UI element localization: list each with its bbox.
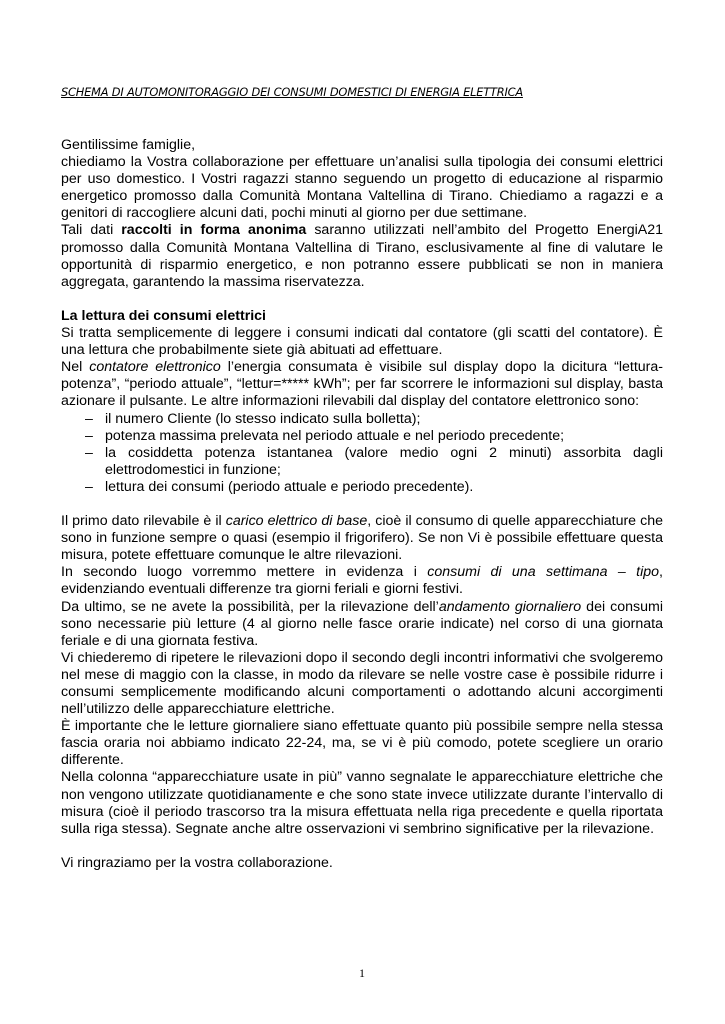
detail-paragraph-6: Nella colonna “apparecchiature usate in più” vanno segnalate le apparecchiature elettriche che non vengono utilizzate quotidianamente e che sono state invece utilizzate durante l’intervallo di misura (cioè il periodo trascorso tra la misura effettuata nella riga precedente e quella riportata sulla riga stessa). Segnate anche altre osservazioni vi sembrino significative per la rilevazione. — [61, 769, 663, 837]
detail-p1-text-a: Il primo dato rilevabile è il — [61, 513, 226, 530]
detail-paragraph-1 — [61, 513, 663, 564]
spacer — [61, 291, 663, 308]
detail-p2-text-a: In secondo luogo vorremmo mettere in evidenza i — [61, 564, 428, 581]
detail-paragraph-2 — [61, 564, 663, 598]
intro-paragraph-1: chiediamo la Vostra collaborazione per effettuare un’analisi sulla tipologia dei consumi elettrici per uso domestico. I Vostri ragazzi stanno seguendo un progetto di educazione al risparmio energetico promosso dalla Comunità Montana Valtellina di Tirano. Chiediamo a ragazzi e a genitori di raccogliere alcuni dati, pochi minuti al giorno per due settimane. — [61, 154, 663, 222]
list-item: – la cosiddetta potenza istantanea (valore medio ogni 2 minuti) assorbita dagli elettrodomestici in funzione; — [87, 445, 663, 479]
intro-p2-text-b: saranno utilizzati nell’ambito del Progetto EnergiA21 promosso dalla Comunità Montana Valtellina di Tirano, esclusivamente al fine di valutare le opportunità di risparmio energetico, e non potranno essere pubblicati se non in maniera aggregata, garantendo la massima riservatezza. — [61, 222, 663, 290]
detail-paragraph-3 — [61, 599, 663, 650]
section-p2-text-b: l’energia consumata è visibile sul display dopo la dicitura “lettura-potenza”, “periodo attuale”, “lettur=***** kWh”; per far scorrere le informazioni sul display, basta azionare il pulsante. Le altre informazioni rilevabili dal display del contatore elettronico sono: — [61, 359, 664, 410]
detail-p2-italic: consumi di una settimana – tipo — [427, 564, 660, 581]
section-p2-text-a: Nel — [61, 359, 90, 376]
closing-line: Vi ringraziamo per la vostra collaborazione. — [61, 854, 333, 871]
intro-p2-text-a: Tali dati — [61, 222, 122, 239]
detail-p1-text-b: , cioè il consumo di quelle apparecchiature che sono in funzione sempre o quasi (esempio il frigorifero). Se non Vi è possibile effettuare questa misura, potete effettuare comunque le altre rilevazioni. — [61, 513, 664, 564]
section-heading: La lettura dei consumi elettrici — [61, 307, 266, 324]
document-title: SCHEMA DI AUTOMONITORAGGIO DEI CONSUMI DOMESTICI DI ENERGIA ELETTRICA — [61, 85, 523, 99]
list-item: – lettura dei consumi (periodo attuale e periodo precedente). — [87, 479, 663, 496]
detail-p3-text-b: dei consumi sono necessarie più letture (4 al giorno nelle fasce orarie indicate) nel corso di una giornata feriale e di una giornata festiva. — [61, 598, 663, 649]
list-item: – il numero Cliente (lo stesso indicato sulla bolletta); — [87, 411, 663, 428]
section-paragraph-2 — [61, 359, 663, 410]
detail-paragraph-5: È importante che le letture giornaliere siano effettuate quanto più possibile sempre nella stessa fascia oraria noi abbiamo indicato 22-24, ma, se vi è più comodo, potete scegliere un orario differente. — [61, 718, 663, 769]
detail-p2-text-b: , evidenziando eventuali differenze tra giorni feriali e giorni festivi. — [61, 564, 663, 598]
detail-p3-italic: andamento giornaliero — [438, 598, 582, 615]
page-number: 1 — [359, 966, 365, 980]
greeting: Gentilissime famiglie, — [61, 137, 196, 153]
spacer — [61, 838, 663, 855]
section-p2-italic: contatore elettronico — [89, 359, 221, 376]
intro-p2-bold: raccolti in forma anonima — [121, 222, 307, 239]
spacer — [61, 496, 663, 513]
section-paragraph-1: Si tratta semplicemente di leggere i consumi indicati dal contatore (gli scatti del contatore). È una lettura che probabilmente siete già abituati ad effettuare. — [61, 325, 663, 359]
detail-paragraph-4: Vi chiederemo di ripetere le rilevazioni dopo il secondo degli incontri informativi che svolgeremo nel mese di maggio con la classe, in modo da rilevare se nelle vostre case è possibile ridurre i consumi semplicemente modificando alcuni comportamenti o adottando alcuni accorgimenti nell’utilizzo delle apparecchiature elettriche. — [61, 649, 663, 718]
info-list — [61, 411, 663, 496]
detail-p3-text-a: Da ultimo, se ne avete la possibilità, per la rilevazione dell’ — [61, 598, 439, 615]
document-body — [61, 137, 663, 872]
detail-p1-italic: carico elettrico di base — [225, 513, 368, 530]
list-item: – potenza massima prelevata nel periodo attuale e nel periodo precedente; — [87, 428, 663, 445]
intro-paragraph-2 — [61, 222, 663, 290]
